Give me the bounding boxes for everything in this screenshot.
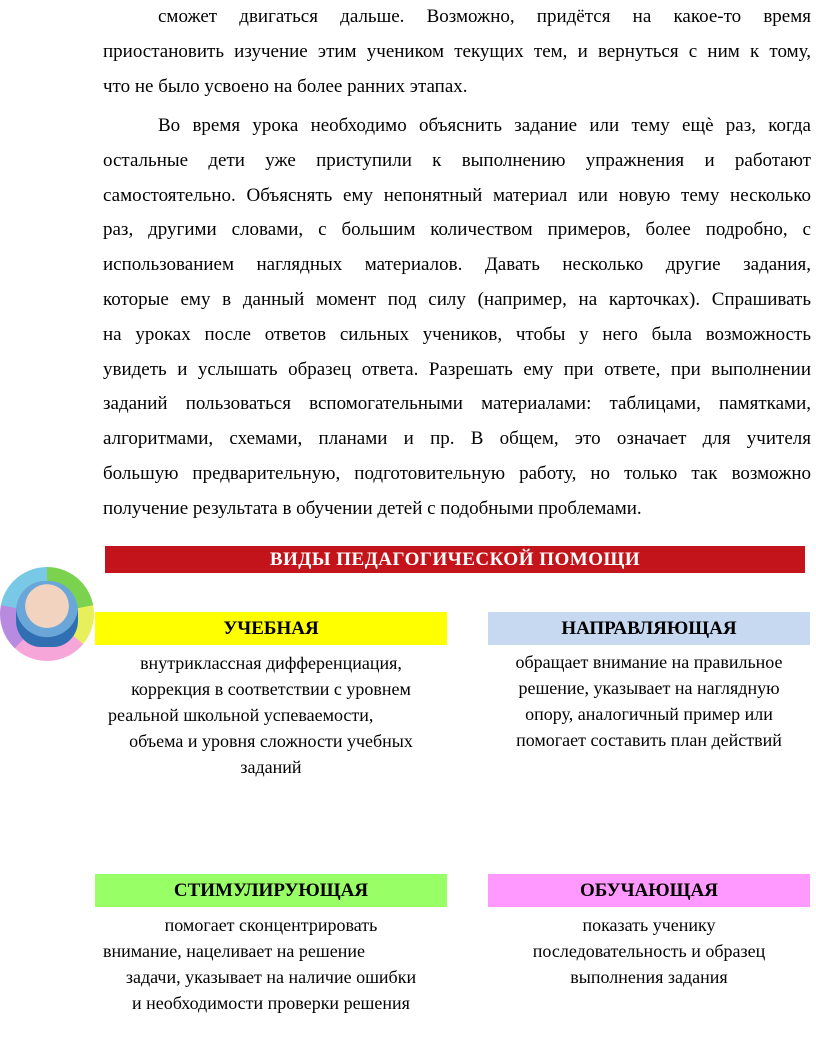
box-text-naprav bbox=[488, 649, 810, 753]
box-line: коррекция в соответствии с уровнем bbox=[131, 679, 411, 699]
text-line: получение результата в обучении детей с подобными проблемами. bbox=[103, 497, 642, 519]
section-banner: ВИДЫ ПЕДАГОГИЧЕСКОЙ ПОМОЩИ bbox=[105, 546, 805, 573]
box-line: задачи, указывает на наличие ошибки bbox=[125, 967, 417, 987]
box-line: внимание, нацеливает на решение bbox=[103, 941, 365, 961]
paragraph-lesson-support bbox=[103, 109, 811, 527]
child-photo bbox=[16, 581, 78, 647]
box-line: и необходимости проверки решения bbox=[132, 993, 410, 1013]
box-line: помогает сконцентрировать bbox=[164, 915, 378, 935]
box-line: объема и уровня сложности учебных bbox=[129, 731, 413, 751]
box-line: внутриклассная дифференциация, bbox=[140, 653, 402, 673]
box-title-ucheb: УЧЕБНАЯ bbox=[95, 612, 447, 645]
box-line: опору, аналогичный пример или bbox=[525, 704, 773, 724]
box-text-obuch bbox=[488, 912, 810, 990]
text-line: раз, другими словами, с большим количеством примеров, более подробно, с bbox=[103, 219, 811, 241]
box-title-naprav: НАПРАВЛЯЮЩАЯ bbox=[488, 612, 810, 645]
box-line: реальной школьной успеваемости, bbox=[108, 705, 374, 725]
text-line: остальные дети уже приступили к выполнению упражнения и работают bbox=[103, 149, 811, 171]
text-line: заданий пользоваться вспомогательными материалами: таблицами, памятками, bbox=[103, 393, 811, 415]
box-title-stim: СТИМУЛИРУЮЩАЯ bbox=[95, 874, 447, 907]
box-line: помогает составить план действий bbox=[516, 730, 782, 750]
text-line: самостоятельно. Объяснять ему непонятный материал или новую тему несколько bbox=[103, 184, 811, 206]
text-line: которые ему в данный момент под силу (например, на карточках). Спрашивать bbox=[103, 288, 811, 310]
text-line: приостановить изучение этим учеником текущих тем, и вернуться с ним к тому, bbox=[103, 40, 811, 62]
text-line: на уроках после ответов сильных учеников, чтобы у него была возможность bbox=[103, 323, 811, 345]
box-line: выполнения задания bbox=[570, 967, 728, 987]
box-line: показать ученику bbox=[582, 915, 716, 935]
box-text-ucheb bbox=[98, 650, 444, 780]
text-line: использованием наглядных материалов. Давать несколько другие задания, bbox=[103, 254, 811, 276]
box-line: обращает внимание на правильное bbox=[515, 652, 783, 672]
box-text-stim bbox=[95, 912, 447, 1016]
child-puzzle-logo-icon bbox=[0, 567, 94, 661]
text-line: что не было усвоено на более ранних этапах. bbox=[103, 75, 468, 97]
text-line: алгоритмами, схемами, планами и пр. В общем, это означает для учителя bbox=[103, 428, 811, 450]
box-title-obuch: ОБУЧАЮЩАЯ bbox=[488, 874, 810, 907]
box-line: последовательность и образец bbox=[532, 941, 766, 961]
box-line: решение, указывает на наглядную bbox=[518, 678, 780, 698]
text-line: большую предварительную, подготовительную работу, но только так возможно bbox=[103, 462, 811, 484]
box-line: заданий bbox=[240, 757, 302, 777]
text-line: сможет двигаться дальше. Возможно, придётся на какое-то время bbox=[158, 6, 811, 27]
paragraph-continuation bbox=[103, 0, 811, 104]
text-line: увидеть и услышать образец ответа. Разрешать ему при ответе, при выполнении bbox=[103, 358, 811, 380]
text-line: Во время урока необходимо объяснить задание или тему ещѐ раз, когда bbox=[158, 115, 811, 136]
